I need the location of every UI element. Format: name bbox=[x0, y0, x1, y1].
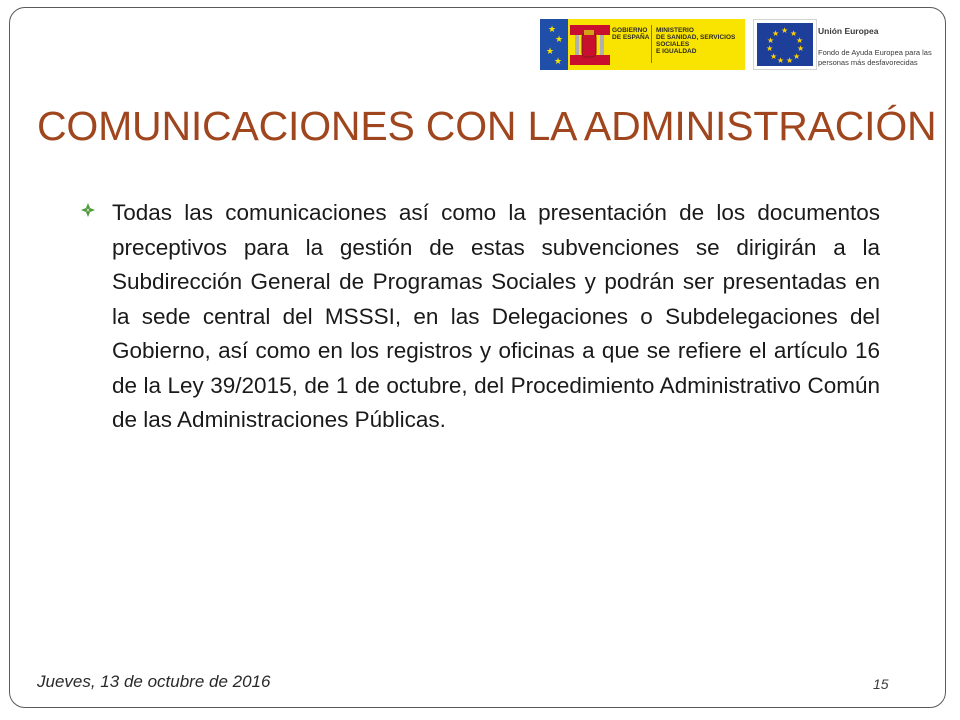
eu-caption bbox=[818, 26, 938, 68]
bullet-list bbox=[80, 196, 880, 438]
eu-flag-fragment: ★ ★ ★ ★ bbox=[540, 19, 568, 70]
gobierno-label: GOBIERNO DE ESPAÑA bbox=[612, 27, 650, 41]
footer-date: Jueves, 13 de octubre de 2016 bbox=[37, 672, 271, 691]
ministerio-label: MINISTERIO DE SANIDAD, SERVICIOS SOCIALES E IGUALDAD bbox=[656, 27, 736, 55]
coat-of-arms-icon bbox=[570, 25, 610, 65]
diamond-bullet-icon bbox=[80, 202, 96, 218]
slide-title: COMUNICACIONES CON LA ADMINISTRACIÓN bbox=[37, 103, 937, 149]
eu-flag-icon: ★ ★ ★ ★ ★ ★ ★ ★ ★ ★ ★ bbox=[757, 23, 813, 66]
slide-number: 15 bbox=[873, 676, 889, 692]
gobierno-logo bbox=[540, 19, 745, 70]
bullet-item bbox=[80, 196, 880, 438]
eu-fund-line-2: personas más desfavorecidas bbox=[818, 58, 918, 67]
eu-logo bbox=[753, 19, 817, 70]
eu-fund-line-1: Fondo de Ayuda Europea para las bbox=[818, 48, 932, 57]
logo-strip bbox=[540, 19, 817, 70]
logo-divider bbox=[651, 25, 652, 63]
eu-title: Unión Europea bbox=[818, 26, 879, 36]
bullet-text: Todas las comunicaciones así como la presentación de los documentos preceptivos para la gestión de estas subvenciones se dirigirán a la Subdirección General de Programas Sociales y podrán ser presentadas en la sede central del MSSSI, en las Delegaciones o Subdelegaciones del Gobierno, así como en los registros y oficinas a que se refiere el artículo 16 de la Ley 39/2015, de 1 de octubre, del Procedimiento Administrativo Común de las Administraciones Públicas. bbox=[112, 200, 880, 432]
